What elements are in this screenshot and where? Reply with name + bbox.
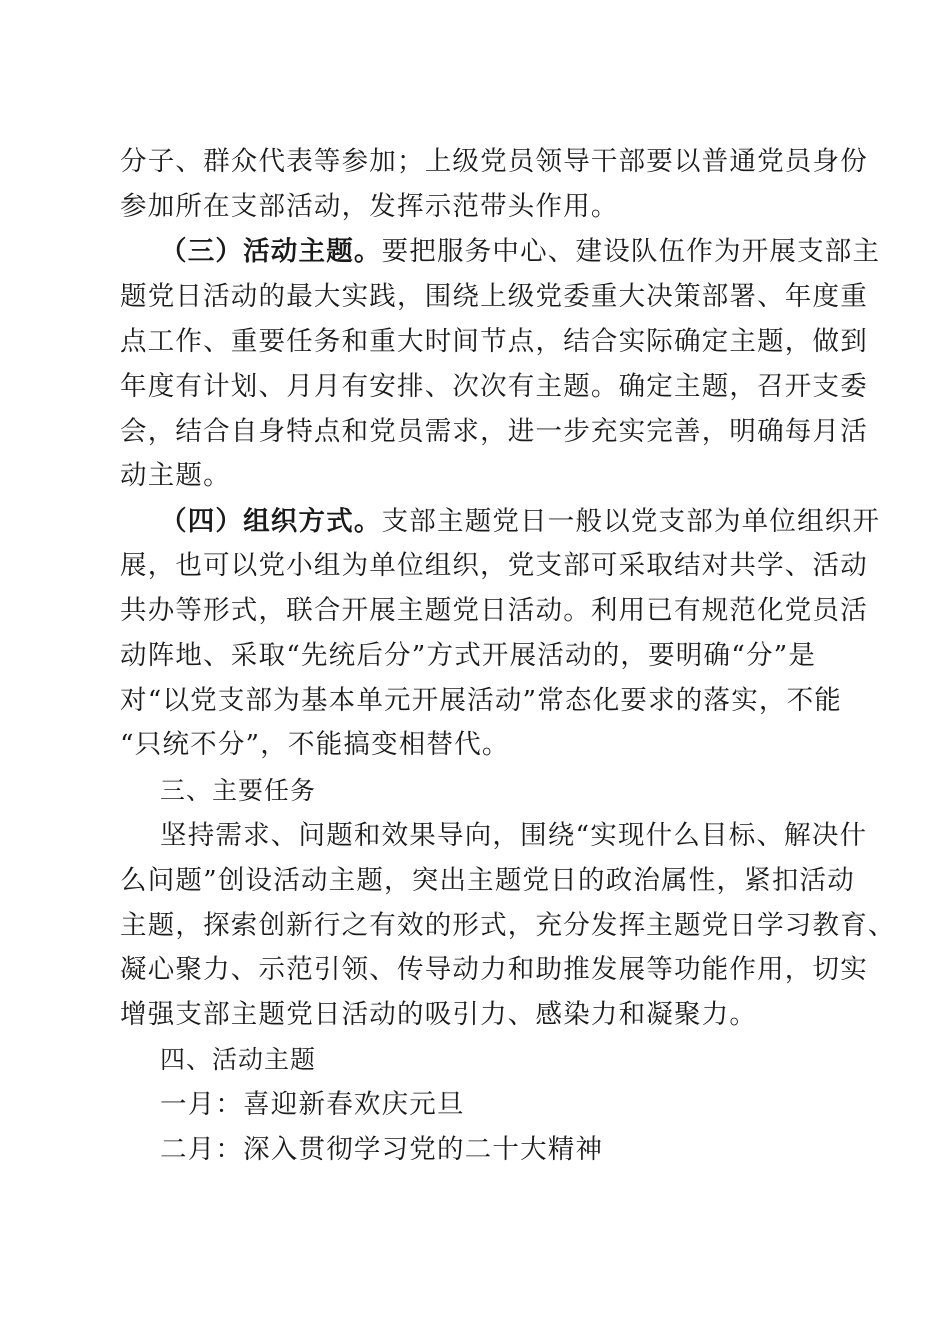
paragraph-line: 动主题。 bbox=[120, 460, 231, 491]
month-theme-january: 一月：喜迎新春欢庆元旦 bbox=[160, 1089, 465, 1120]
paragraph-line: 凝心聚力、示范引领、传导动力和助推发展等功能作用，切实 bbox=[120, 954, 868, 985]
paragraph-line: 增强支部主题党日活动的吸引力、感染力和凝聚力。 bbox=[120, 999, 758, 1030]
section-lead-organization: （四）组织方式。 bbox=[160, 506, 382, 537]
paragraph-line: 题党日活动的最大实践，围绕上级党委重大决策部署、年度重 bbox=[120, 281, 868, 312]
paragraph-line: 对“以党支部为基本单元开展活动”常态化要求的落实，不能 bbox=[120, 685, 842, 716]
section-heading-main-tasks: 三、主要任务 bbox=[160, 776, 317, 805]
paragraph-line: 点工作、重要任务和重大时间节点，结合实际确定主题，做到 bbox=[120, 326, 868, 357]
paragraph-line: 主题，探索创新行之有效的形式，充分发挥主题党日学习教育、 bbox=[120, 910, 896, 941]
paragraph-line: “只统不分”，不能搞变相替代。 bbox=[120, 729, 510, 760]
paragraph-line: 会，结合自身特点和党员需求，进一步充实完善，明确每月活 bbox=[120, 416, 868, 447]
paragraph-line-activity-theme bbox=[160, 236, 880, 268]
paragraph-line: 坚持需求、问题和效果导向，围绕“实现什么目标、解决什 bbox=[160, 820, 868, 851]
paragraph-line: 共办等形式，联合开展主题党日活动。利用已有规范化党员活 bbox=[120, 595, 868, 626]
paragraph-line: 动阵地、采取“先统后分”方式开展活动的，要明确“分”是 bbox=[120, 640, 817, 671]
paragraph-text: 要把服务中心、建设队伍作为开展支部主 bbox=[381, 236, 881, 267]
section-heading-activity-themes: 四、活动主题 bbox=[160, 1045, 317, 1074]
paragraph-line: 参加所在支部活动，发挥示范带头作用。 bbox=[120, 191, 619, 222]
paragraph-line: 展，也可以党小组为单位组织，党支部可采取结对共学、活动 bbox=[120, 550, 868, 581]
paragraph-line: 年度有计划、月月有安排、次次有主题。确定主题，召开支委 bbox=[120, 371, 868, 402]
paragraph-line: 么问题”创设活动主题，突出主题党日的政治属性，紧扣活动 bbox=[120, 865, 855, 896]
paragraph-text: 支部主题党日一般以党支部为单位组织开 bbox=[381, 506, 881, 537]
section-lead-activity-theme: （三）活动主题。 bbox=[160, 236, 382, 267]
paragraph-line-organization bbox=[160, 506, 880, 538]
month-theme-february: 二月：深入贯彻学习党的二十大精神 bbox=[160, 1134, 604, 1165]
paragraph-line: 分子、群众代表等参加；上级党员领导干部要以普通党员身份 bbox=[120, 146, 868, 177]
